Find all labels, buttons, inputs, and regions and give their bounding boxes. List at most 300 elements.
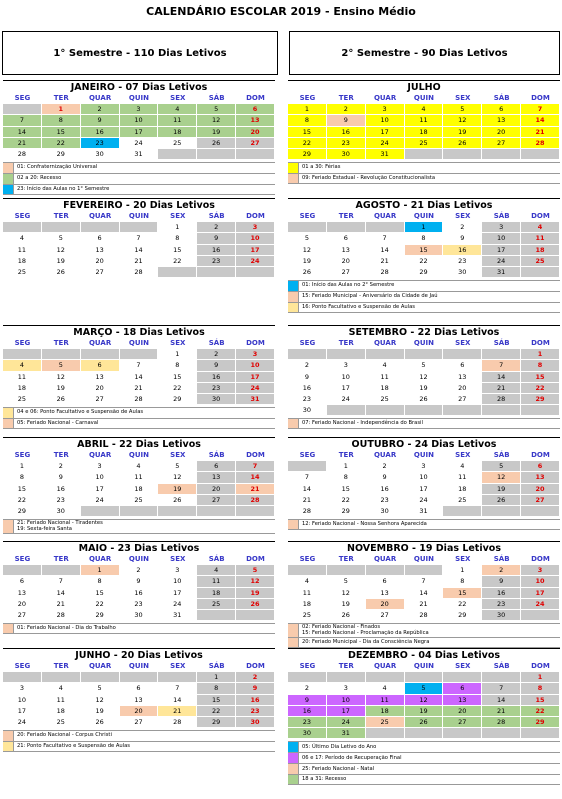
- month-legend: [3, 519, 275, 534]
- month-calendar: [288, 648, 560, 785]
- day-cell: 3: [158, 565, 197, 576]
- day-cell: 30: [81, 149, 120, 160]
- day-cell: 26: [197, 138, 236, 149]
- day-cell: 30: [197, 394, 236, 405]
- month-legend: [3, 162, 275, 195]
- day-cell: 5: [482, 461, 521, 472]
- day-cell: 19: [405, 383, 444, 394]
- day-cell: 6: [81, 360, 120, 371]
- weekday-header: QUAR: [373, 662, 397, 670]
- empty-day-cell: [521, 610, 560, 621]
- empty-day-cell: [197, 149, 236, 160]
- day-cell: 30: [327, 149, 366, 160]
- day-cell: 28: [42, 610, 81, 621]
- day-cell: 3: [405, 461, 444, 472]
- day-cell: 16: [288, 383, 327, 394]
- weekday-header: TER: [338, 94, 354, 102]
- day-cell: 12: [42, 245, 81, 256]
- day-cell: 17: [158, 588, 197, 599]
- legend-text: 16: Ponto Facultativo e Suspensão de Aulas: [302, 303, 415, 310]
- day-cell: 25: [42, 717, 81, 728]
- day-cell: 6: [327, 233, 366, 244]
- day-cell: 1: [42, 104, 81, 115]
- day-cell: 5: [327, 576, 366, 587]
- legend-row: [288, 752, 560, 763]
- day-cell: 29: [81, 610, 120, 621]
- empty-day-cell: [3, 104, 42, 115]
- day-cell: 11: [42, 695, 81, 706]
- day-cell: 24: [81, 495, 120, 506]
- month-grid: [3, 93, 275, 160]
- legend-row: [288, 623, 560, 637]
- day-cell: 4: [366, 360, 405, 371]
- day-cell: 12: [482, 472, 521, 483]
- day-cell: 1: [288, 104, 327, 115]
- day-cell: 28: [3, 149, 42, 160]
- day-cell: 23: [288, 394, 327, 405]
- day-cell: 30: [120, 610, 159, 621]
- day-cell: 14: [288, 484, 327, 495]
- day-cell: 26: [327, 610, 366, 621]
- day-cell: 9: [81, 115, 120, 126]
- day-cell: 11: [120, 472, 159, 483]
- empty-day-cell: [482, 506, 521, 517]
- day-cell: 7: [42, 576, 81, 587]
- day-cell: 25: [3, 267, 42, 278]
- month-legend: [3, 623, 275, 634]
- day-cell: 15: [521, 695, 560, 706]
- day-cell: 5: [236, 565, 275, 576]
- day-cell: 30: [482, 610, 521, 621]
- month-title: OUTUBRO - 24 Dias Letivos: [288, 437, 560, 450]
- day-cell: 18: [366, 383, 405, 394]
- legend-swatch: [3, 742, 14, 751]
- legend-text: 25: Feriado Nacional - Natal: [302, 765, 375, 772]
- weekday-header: DOM: [246, 94, 265, 102]
- weekday-header: QUAR: [373, 339, 397, 347]
- empty-day-cell: [197, 610, 236, 621]
- legend-text: 12: Feriado Nacional - Nossa Senhora Aparecida: [302, 520, 427, 527]
- day-cell: 4: [3, 233, 42, 244]
- day-cell: 15: [158, 372, 197, 383]
- day-cell: 25: [3, 394, 42, 405]
- day-cell: 31: [482, 267, 521, 278]
- empty-day-cell: [482, 728, 521, 739]
- day-cell: 21: [158, 706, 197, 717]
- day-cell: 24: [236, 256, 275, 267]
- day-cell: 21: [366, 256, 405, 267]
- empty-day-cell: [197, 506, 236, 517]
- day-cell: 11: [288, 588, 327, 599]
- day-cell: 23: [81, 138, 120, 149]
- day-cell: 2: [81, 104, 120, 115]
- empty-day-cell: [405, 565, 444, 576]
- day-cell: 5: [158, 461, 197, 472]
- legend-swatch: [3, 624, 14, 633]
- day-cell: 27: [3, 610, 42, 621]
- month-grid: [288, 450, 560, 517]
- legend-text: 06 e 17: Período de Recuperação Final: [302, 754, 402, 761]
- day-cell: 1: [158, 222, 197, 233]
- weekday-header: SÁB: [493, 451, 510, 459]
- day-cell: 10: [405, 472, 444, 483]
- day-cell: 3: [521, 565, 560, 576]
- day-cell: 13: [443, 372, 482, 383]
- empty-day-cell: [42, 349, 81, 360]
- day-cell: 14: [482, 695, 521, 706]
- day-cell: 15: [288, 127, 327, 138]
- weekday-header: DOM: [531, 339, 550, 347]
- day-cell: 28: [158, 717, 197, 728]
- month-calendar: [3, 648, 275, 752]
- legend-text: 18 a 31: Recesso: [302, 776, 347, 783]
- day-cell: 4: [288, 576, 327, 587]
- day-cell: 15: [81, 588, 120, 599]
- day-cell: 21: [3, 138, 42, 149]
- day-cell: 29: [443, 610, 482, 621]
- day-cell: 2: [120, 565, 159, 576]
- day-cell: 21: [120, 256, 159, 267]
- day-cell: 28: [366, 267, 405, 278]
- day-cell: 18: [288, 599, 327, 610]
- weekday-header: QUIN: [128, 94, 149, 102]
- legend-swatch: [288, 764, 299, 774]
- day-cell: 5: [42, 360, 81, 371]
- day-cell: 12: [158, 472, 197, 483]
- day-cell: 2: [288, 683, 327, 694]
- empty-day-cell: [482, 672, 521, 683]
- day-cell: 15: [327, 484, 366, 495]
- empty-day-cell: [81, 672, 120, 683]
- day-cell: 20: [236, 127, 275, 138]
- day-cell: 3: [366, 104, 405, 115]
- month-calendar: [3, 437, 275, 534]
- empty-day-cell: [482, 349, 521, 360]
- day-cell: 31: [366, 149, 405, 160]
- day-cell: 4: [158, 104, 197, 115]
- day-cell: 24: [521, 599, 560, 610]
- weekday-header: QUAR: [88, 451, 112, 459]
- day-cell: 25: [521, 256, 560, 267]
- day-cell: 29: [3, 506, 42, 517]
- empty-day-cell: [405, 349, 444, 360]
- weekday-header: SEG: [299, 662, 316, 670]
- empty-day-cell: [327, 349, 366, 360]
- legend-row: [288, 302, 560, 313]
- day-cell: 26: [42, 267, 81, 278]
- weekday-header: SÁB: [493, 212, 510, 220]
- empty-day-cell: [443, 506, 482, 517]
- day-cell: 7: [366, 233, 405, 244]
- day-cell: 25: [197, 599, 236, 610]
- weekday-header: QUIN: [128, 212, 149, 220]
- empty-day-cell: [327, 672, 366, 683]
- day-cell: 22: [3, 495, 42, 506]
- day-cell: 29: [42, 149, 81, 160]
- day-cell: 13: [81, 372, 120, 383]
- day-cell: 31: [120, 149, 159, 160]
- empty-day-cell: [81, 222, 120, 233]
- day-cell: 26: [81, 717, 120, 728]
- day-cell: 20: [81, 383, 120, 394]
- weekday-header: TER: [53, 662, 69, 670]
- day-cell: 19: [42, 256, 81, 267]
- day-cell: 28: [120, 394, 159, 405]
- day-cell: 23: [197, 256, 236, 267]
- weekday-header: DOM: [246, 662, 265, 670]
- legend-text: 01 a 30: Férias: [302, 164, 341, 171]
- day-cell: 19: [236, 588, 275, 599]
- day-cell: 5: [81, 683, 120, 694]
- day-cell: 16: [327, 127, 366, 138]
- day-cell: 12: [42, 372, 81, 383]
- day-cell: 9: [288, 695, 327, 706]
- legend-text: 20: Feriado Municipal - Dia da Consciência Negra: [302, 639, 430, 646]
- day-cell: 9: [197, 233, 236, 244]
- day-cell: 6: [521, 461, 560, 472]
- empty-day-cell: [366, 672, 405, 683]
- day-cell: 1: [443, 565, 482, 576]
- day-cell: 1: [158, 349, 197, 360]
- empty-day-cell: [443, 149, 482, 160]
- day-cell: 25: [158, 138, 197, 149]
- day-cell: 19: [482, 484, 521, 495]
- day-cell: 31: [405, 506, 444, 517]
- day-cell: 5: [443, 104, 482, 115]
- day-cell: 18: [197, 588, 236, 599]
- empty-day-cell: [81, 506, 120, 517]
- month-title: ABRIL - 22 Dias Letivos: [3, 437, 275, 450]
- day-cell: 8: [42, 115, 81, 126]
- weekday-header: SEX: [170, 555, 186, 563]
- day-cell: 5: [405, 360, 444, 371]
- empty-day-cell: [521, 728, 560, 739]
- day-cell: 28: [236, 495, 275, 506]
- day-cell: 26: [288, 267, 327, 278]
- weekday-header: QUIN: [128, 339, 149, 347]
- day-cell: 10: [3, 695, 42, 706]
- day-cell: 8: [158, 233, 197, 244]
- day-cell: 4: [42, 683, 81, 694]
- day-cell: 1: [3, 461, 42, 472]
- empty-day-cell: [3, 565, 42, 576]
- empty-day-cell: [288, 461, 327, 472]
- legend-text: 21: Feriado Nacional - Tiradentes 19: Sexta-feira Santa: [17, 520, 103, 532]
- day-cell: 14: [236, 472, 275, 483]
- day-cell: 23: [482, 599, 521, 610]
- day-cell: 12: [236, 576, 275, 587]
- day-cell: 13: [366, 588, 405, 599]
- weekday-header: SEG: [14, 662, 31, 670]
- month-legend: [288, 418, 560, 429]
- day-cell: 19: [197, 127, 236, 138]
- day-cell: 10: [521, 576, 560, 587]
- day-cell: 18: [443, 484, 482, 495]
- empty-day-cell: [120, 349, 159, 360]
- day-cell: 13: [3, 588, 42, 599]
- empty-day-cell: [120, 506, 159, 517]
- day-cell: 19: [443, 127, 482, 138]
- month-calendar: [288, 198, 560, 313]
- weekday-header: DOM: [246, 339, 265, 347]
- day-cell: 14: [405, 588, 444, 599]
- weekday-header: QUIN: [413, 662, 434, 670]
- legend-text: 02 a 20: Recesso: [17, 175, 62, 182]
- empty-day-cell: [158, 149, 197, 160]
- day-cell: 14: [158, 695, 197, 706]
- weekday-header: QUIN: [413, 555, 434, 563]
- day-cell: 15: [443, 588, 482, 599]
- day-cell: 11: [366, 695, 405, 706]
- month-title: SETEMBRO - 22 Dias Letivos: [288, 325, 560, 338]
- legend-swatch: [288, 638, 299, 647]
- day-cell: 10: [482, 233, 521, 244]
- month-calendar: [288, 80, 560, 184]
- empty-day-cell: [443, 728, 482, 739]
- day-cell: 24: [327, 394, 366, 405]
- weekday-header: DOM: [531, 451, 550, 459]
- empty-day-cell: [327, 222, 366, 233]
- day-cell: 7: [120, 360, 159, 371]
- day-cell: 8: [158, 360, 197, 371]
- day-cell: 2: [482, 565, 521, 576]
- day-cell: 8: [81, 576, 120, 587]
- weekday-header: QUAR: [88, 212, 112, 220]
- day-cell: 8: [443, 576, 482, 587]
- empty-day-cell: [3, 672, 42, 683]
- legend-swatch: [288, 520, 299, 529]
- day-cell: 23: [366, 495, 405, 506]
- day-cell: 18: [120, 484, 159, 495]
- legend-text: 04 e 06: Ponto Facultativo e Suspensão de Aulas: [17, 409, 144, 416]
- day-cell: 17: [3, 706, 42, 717]
- day-cell: 3: [327, 360, 366, 371]
- weekday-header: SEX: [455, 662, 471, 670]
- month-title: FEVEREIRO - 20 Dias Letivos: [3, 198, 275, 211]
- empty-day-cell: [405, 405, 444, 416]
- legend-swatch: [3, 174, 14, 184]
- day-cell: 28: [482, 394, 521, 405]
- legend-swatch: [3, 408, 14, 418]
- day-cell: 18: [366, 706, 405, 717]
- day-cell: 30: [42, 506, 81, 517]
- day-cell: 27: [482, 138, 521, 149]
- day-cell: 28: [288, 506, 327, 517]
- day-cell: 27: [81, 267, 120, 278]
- day-cell: 20: [521, 484, 560, 495]
- empty-day-cell: [3, 349, 42, 360]
- weekday-header: SEX: [170, 339, 186, 347]
- weekday-header: TER: [53, 94, 69, 102]
- day-cell: 15: [405, 245, 444, 256]
- legend-text: 05: Último Dia Letivo do Ano: [302, 743, 377, 750]
- day-cell: 22: [405, 256, 444, 267]
- day-cell: 4: [3, 360, 42, 371]
- day-cell: 5: [42, 233, 81, 244]
- day-cell: 27: [197, 495, 236, 506]
- day-cell: 6: [443, 360, 482, 371]
- empty-day-cell: [288, 222, 327, 233]
- legend-swatch: [3, 419, 14, 428]
- empty-day-cell: [443, 349, 482, 360]
- day-cell: 11: [405, 115, 444, 126]
- day-cell: 28: [405, 610, 444, 621]
- day-cell: 23: [236, 706, 275, 717]
- day-cell: 27: [236, 138, 275, 149]
- month-grid: [3, 338, 275, 405]
- day-cell: 12: [81, 695, 120, 706]
- weekday-header: SEX: [455, 212, 471, 220]
- day-cell: 31: [158, 610, 197, 621]
- empty-day-cell: [197, 267, 236, 278]
- day-cell: 24: [158, 599, 197, 610]
- day-cell: 21: [42, 599, 81, 610]
- empty-day-cell: [405, 149, 444, 160]
- day-cell: 17: [120, 127, 159, 138]
- day-cell: 30: [366, 506, 405, 517]
- day-cell: 8: [288, 115, 327, 126]
- weekday-header: SEX: [170, 451, 186, 459]
- day-cell: 29: [158, 394, 197, 405]
- legend-row: [3, 730, 275, 741]
- legend-text: 02: Feriado Nacional - Finados 15: Feriado Nacional - Proclamação da República: [302, 624, 429, 636]
- day-cell: 26: [482, 495, 521, 506]
- day-cell: 8: [327, 472, 366, 483]
- legend-text: 01: Confraternização Universal: [17, 164, 98, 171]
- weekday-header: SEG: [14, 94, 31, 102]
- day-cell: 22: [443, 599, 482, 610]
- day-cell: 1: [521, 672, 560, 683]
- day-cell: 28: [521, 138, 560, 149]
- empty-day-cell: [120, 672, 159, 683]
- weekday-header: DOM: [531, 212, 550, 220]
- day-cell: 10: [81, 472, 120, 483]
- legend-swatch: [3, 520, 14, 533]
- legend-row: [288, 162, 560, 173]
- day-cell: 27: [366, 610, 405, 621]
- day-cell: 9: [120, 576, 159, 587]
- weekday-header: QUIN: [413, 339, 434, 347]
- day-cell: 17: [236, 372, 275, 383]
- day-cell: 6: [3, 576, 42, 587]
- day-cell: 23: [327, 138, 366, 149]
- empty-day-cell: [521, 506, 560, 517]
- legend-row: [3, 519, 275, 534]
- day-cell: 24: [405, 495, 444, 506]
- day-cell: 29: [197, 717, 236, 728]
- day-cell: 22: [288, 138, 327, 149]
- weekday-header: TER: [338, 451, 354, 459]
- day-cell: 4: [120, 461, 159, 472]
- legend-row: [3, 173, 275, 184]
- day-cell: 18: [3, 383, 42, 394]
- legend-swatch: [3, 163, 14, 173]
- day-cell: 10: [366, 115, 405, 126]
- day-cell: 18: [42, 706, 81, 717]
- day-cell: 19: [288, 256, 327, 267]
- day-cell: 6: [81, 233, 120, 244]
- day-cell: 5: [288, 233, 327, 244]
- empty-day-cell: [120, 222, 159, 233]
- day-cell: 3: [236, 349, 275, 360]
- day-cell: 17: [327, 706, 366, 717]
- legend-text: 09: Feriado Estadual - Revolução Constitucionalista: [302, 174, 436, 181]
- month-legend: [288, 519, 560, 530]
- legend-swatch: [288, 419, 299, 428]
- month-calendar: [288, 541, 560, 648]
- month-legend: [288, 280, 560, 313]
- weekday-header: SEX: [170, 94, 186, 102]
